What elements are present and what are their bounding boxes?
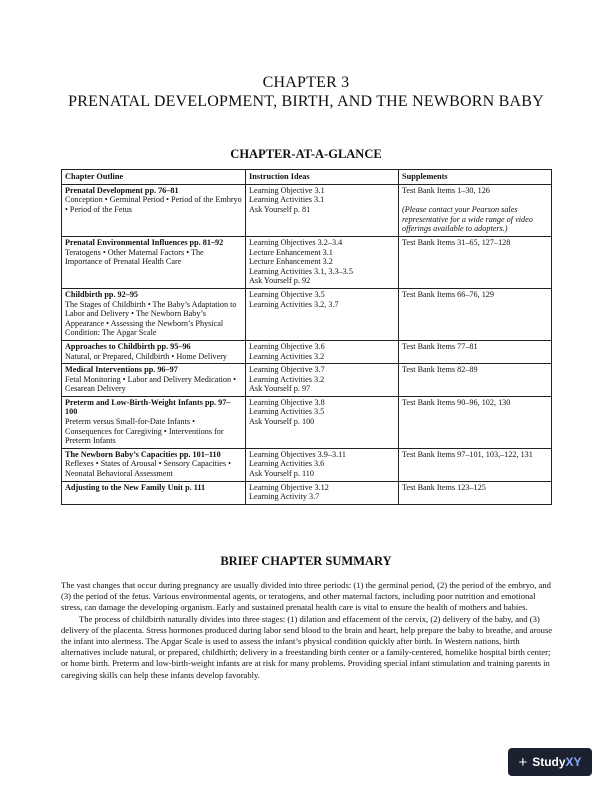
table-header-row bbox=[62, 170, 552, 185]
supplement-note: (Please contact your Pearson sales representative for a wide range of video offerings available to adopters.) bbox=[402, 205, 533, 234]
outline-cell bbox=[62, 340, 246, 363]
section-title: Preterm and Low-Birth-Weight Infants pp. 97–100 bbox=[65, 397, 231, 417]
instruction-idea: Learning Activities 3.6 bbox=[249, 459, 325, 469]
instruction-idea: Learning Objectives 3.2–3.4 bbox=[249, 237, 343, 247]
outline-cell bbox=[62, 288, 246, 340]
supplements-cell bbox=[399, 288, 552, 340]
supplement-items: Test Bank Items 97–101, 103,–122, 131 bbox=[402, 449, 533, 459]
instruction-idea: Ask Yourself p. 100 bbox=[249, 417, 315, 427]
outline-cell bbox=[62, 481, 246, 504]
section-topics: Reflexes • States of Arousal • Sensory Capacities • Neonatal Behavioral Assessment bbox=[65, 459, 231, 479]
section-topics: Teratogens • Other Maternal Factors • The Importance of Prenatal Health Care bbox=[65, 247, 204, 267]
instruction-idea: Lecture Enhancement 3.2 bbox=[249, 257, 333, 267]
brand-accent: XY bbox=[565, 755, 582, 769]
outline-cell bbox=[62, 448, 246, 481]
supplement-items: Test Bank Items 123–125 bbox=[402, 482, 486, 492]
glance-heading: CHAPTER-AT-A-GLANCE bbox=[230, 147, 382, 161]
supplements-cell bbox=[399, 364, 552, 397]
table-row bbox=[62, 184, 552, 236]
section-topics: Natural, or Prepared, Childbirth • Home Delivery bbox=[65, 351, 228, 361]
column-header-ideas: Instruction Ideas bbox=[246, 170, 399, 185]
ideas-cell bbox=[246, 364, 399, 397]
instruction-idea: Learning Objective 3.12 bbox=[249, 482, 329, 492]
summary-paragraph: The process of childbirth naturally divides into three stages: (1) dilation and effacement of the cervix, (2) delivery of the baby, and (3) delivery of the placenta. Stress hormones produced during labor send blood to the brain and heart, help prepare the baby to breathe, and arouse the infant into alertness. The Apgar Scale is used to assess the infant’s physical condition quickly after birth. In Western nations, birth alternatives include natural, or prepared, childbirth; delivery in a freestanding birth center or a family-centered, homelike hospital birth center; or home birth. Preterm and low-birth-weight infants are at risk for many problems. Providing special infant stimulation and training parents in caregiving skills can help these infants develop favorably. bbox=[61, 613, 553, 680]
summary-heading: BRIEF CHAPTER SUMMARY bbox=[220, 554, 392, 568]
instruction-idea: Learning Activities 3.1, 3.3–3.5 bbox=[249, 266, 353, 276]
section-title: Medical Interventions pp. 96–97 bbox=[65, 365, 178, 375]
instruction-idea: Learning Activities 3.2 bbox=[249, 374, 325, 384]
instruction-idea: Learning Objective 3.1 bbox=[249, 185, 325, 195]
supplement-items: Test Bank Items 90–96, 102, 130 bbox=[402, 397, 511, 407]
summary-body bbox=[61, 580, 553, 681]
table-row bbox=[62, 340, 552, 363]
ideas-cell bbox=[246, 481, 399, 504]
table-body bbox=[62, 184, 552, 504]
instruction-idea: Learning Objective 3.5 bbox=[249, 289, 325, 299]
supplements-cell bbox=[399, 236, 552, 288]
plus-icon: + bbox=[518, 753, 528, 771]
table-row bbox=[62, 481, 552, 504]
instruction-idea: Learning Activities 3.2, 3.7 bbox=[249, 299, 339, 309]
ideas-cell bbox=[246, 448, 399, 481]
table-row bbox=[62, 288, 552, 340]
instruction-idea: Learning Objectives 3.9–3.11 bbox=[249, 449, 347, 459]
section-topics: Conception • Germinal Period • Period of the Embryo • Period of the Fetus bbox=[65, 195, 242, 214]
section-title: Prenatal Development pp. 76–81 bbox=[65, 185, 179, 195]
outline-cell bbox=[62, 396, 246, 448]
ideas-cell bbox=[246, 396, 399, 448]
outline-cell bbox=[62, 184, 246, 236]
instruction-idea: Learning Objective 3.8 bbox=[249, 397, 325, 407]
section-title: The Newborn Baby’s Capacities pp. 101–110 bbox=[65, 449, 221, 459]
ideas-cell bbox=[246, 288, 399, 340]
supplements-cell bbox=[399, 340, 552, 363]
instruction-idea: Learning Objective 3.7 bbox=[249, 365, 325, 375]
section-title: Prenatal Environmental Influences pp. 81–92 bbox=[65, 237, 224, 247]
instruction-idea: Ask Yourself p. 97 bbox=[249, 384, 311, 394]
outline-cell bbox=[62, 364, 246, 397]
supplement-items: Test Bank Items 1–30, 126 bbox=[402, 185, 490, 195]
column-header-supplements: Supplements bbox=[399, 170, 552, 185]
supplements-cell bbox=[399, 184, 552, 236]
section-topics: Fetal Monitoring • Labor and Delivery Medication • Cesarean Delivery bbox=[65, 374, 237, 394]
section-topics: The Stages of Childbirth • The Baby’s Adaptation to Labor and Delivery • The Newborn Baby’s Appearance • Assessing the Newborn’s Physical Condition: The Apgar Scale bbox=[65, 299, 237, 338]
ideas-cell bbox=[246, 340, 399, 363]
instruction-idea: Learning Activities 3.5 bbox=[249, 407, 325, 417]
instruction-idea: Learning Activities 3.1 bbox=[249, 195, 325, 205]
chapter-at-a-glance-table bbox=[61, 169, 552, 505]
chapter-title: PRENATAL DEVELOPMENT, BIRTH, AND THE NEWBORN BABY bbox=[68, 93, 544, 110]
supplements-cell bbox=[399, 481, 552, 504]
chapter-heading bbox=[0, 73, 612, 111]
instruction-idea: Lecture Enhancement 3.1 bbox=[249, 247, 333, 257]
supplements-cell bbox=[399, 448, 552, 481]
supplement-items: Test Bank Items 66–76, 129 bbox=[402, 289, 494, 299]
instruction-idea: Learning Activity 3.7 bbox=[249, 492, 320, 502]
section-title: Childbirth pp. 92–95 bbox=[65, 289, 139, 299]
instruction-idea: Ask Yourself p. 81 bbox=[249, 204, 311, 214]
outline-cell bbox=[62, 236, 246, 288]
column-header-outline: Chapter Outline bbox=[62, 170, 246, 185]
supplement-items: Test Bank Items 31–65, 127–128 bbox=[402, 237, 511, 247]
table-row bbox=[62, 364, 552, 397]
studyxy-badge[interactable] bbox=[508, 748, 592, 776]
ideas-cell bbox=[246, 184, 399, 236]
supplement-items: Test Bank Items 82–89 bbox=[402, 365, 478, 375]
brand-name: Study bbox=[532, 755, 566, 769]
table-row bbox=[62, 448, 552, 481]
table-row bbox=[62, 236, 552, 288]
instruction-idea: Learning Activities 3.2 bbox=[249, 351, 325, 361]
supplement-items: Test Bank Items 77–81 bbox=[402, 341, 478, 351]
section-title: Adjusting to the New Family Unit p. 111 bbox=[65, 482, 206, 492]
summary-paragraph: The vast changes that occur during pregnancy are usually divided into three periods: (1) the germinal period, (2) the period of the embryo, and (3) the period of the fetus. Various environmental agents, or teratogens, and other maternal factors, including poor nutrition and emotional stress, can damage the developing organism. Early and sustained prenatal health care is vital to ensure the health of mothers and babies. bbox=[61, 580, 551, 613]
section-topics: Preterm versus Small-for-Date Infants • Consequences for Caregiving • Interventions for Preterm Infants bbox=[65, 417, 224, 446]
instruction-idea: Learning Objective 3.6 bbox=[249, 341, 325, 351]
section-title: Approaches to Childbirth pp. 95–96 bbox=[65, 341, 191, 351]
ideas-cell bbox=[246, 236, 399, 288]
supplements-cell bbox=[399, 396, 552, 448]
instruction-idea: Ask Yourself p. 92 bbox=[249, 276, 311, 286]
table-row bbox=[62, 396, 552, 448]
chapter-number: CHAPTER 3 bbox=[262, 74, 350, 91]
instruction-idea: Ask Yourself p. 110 bbox=[249, 469, 314, 479]
